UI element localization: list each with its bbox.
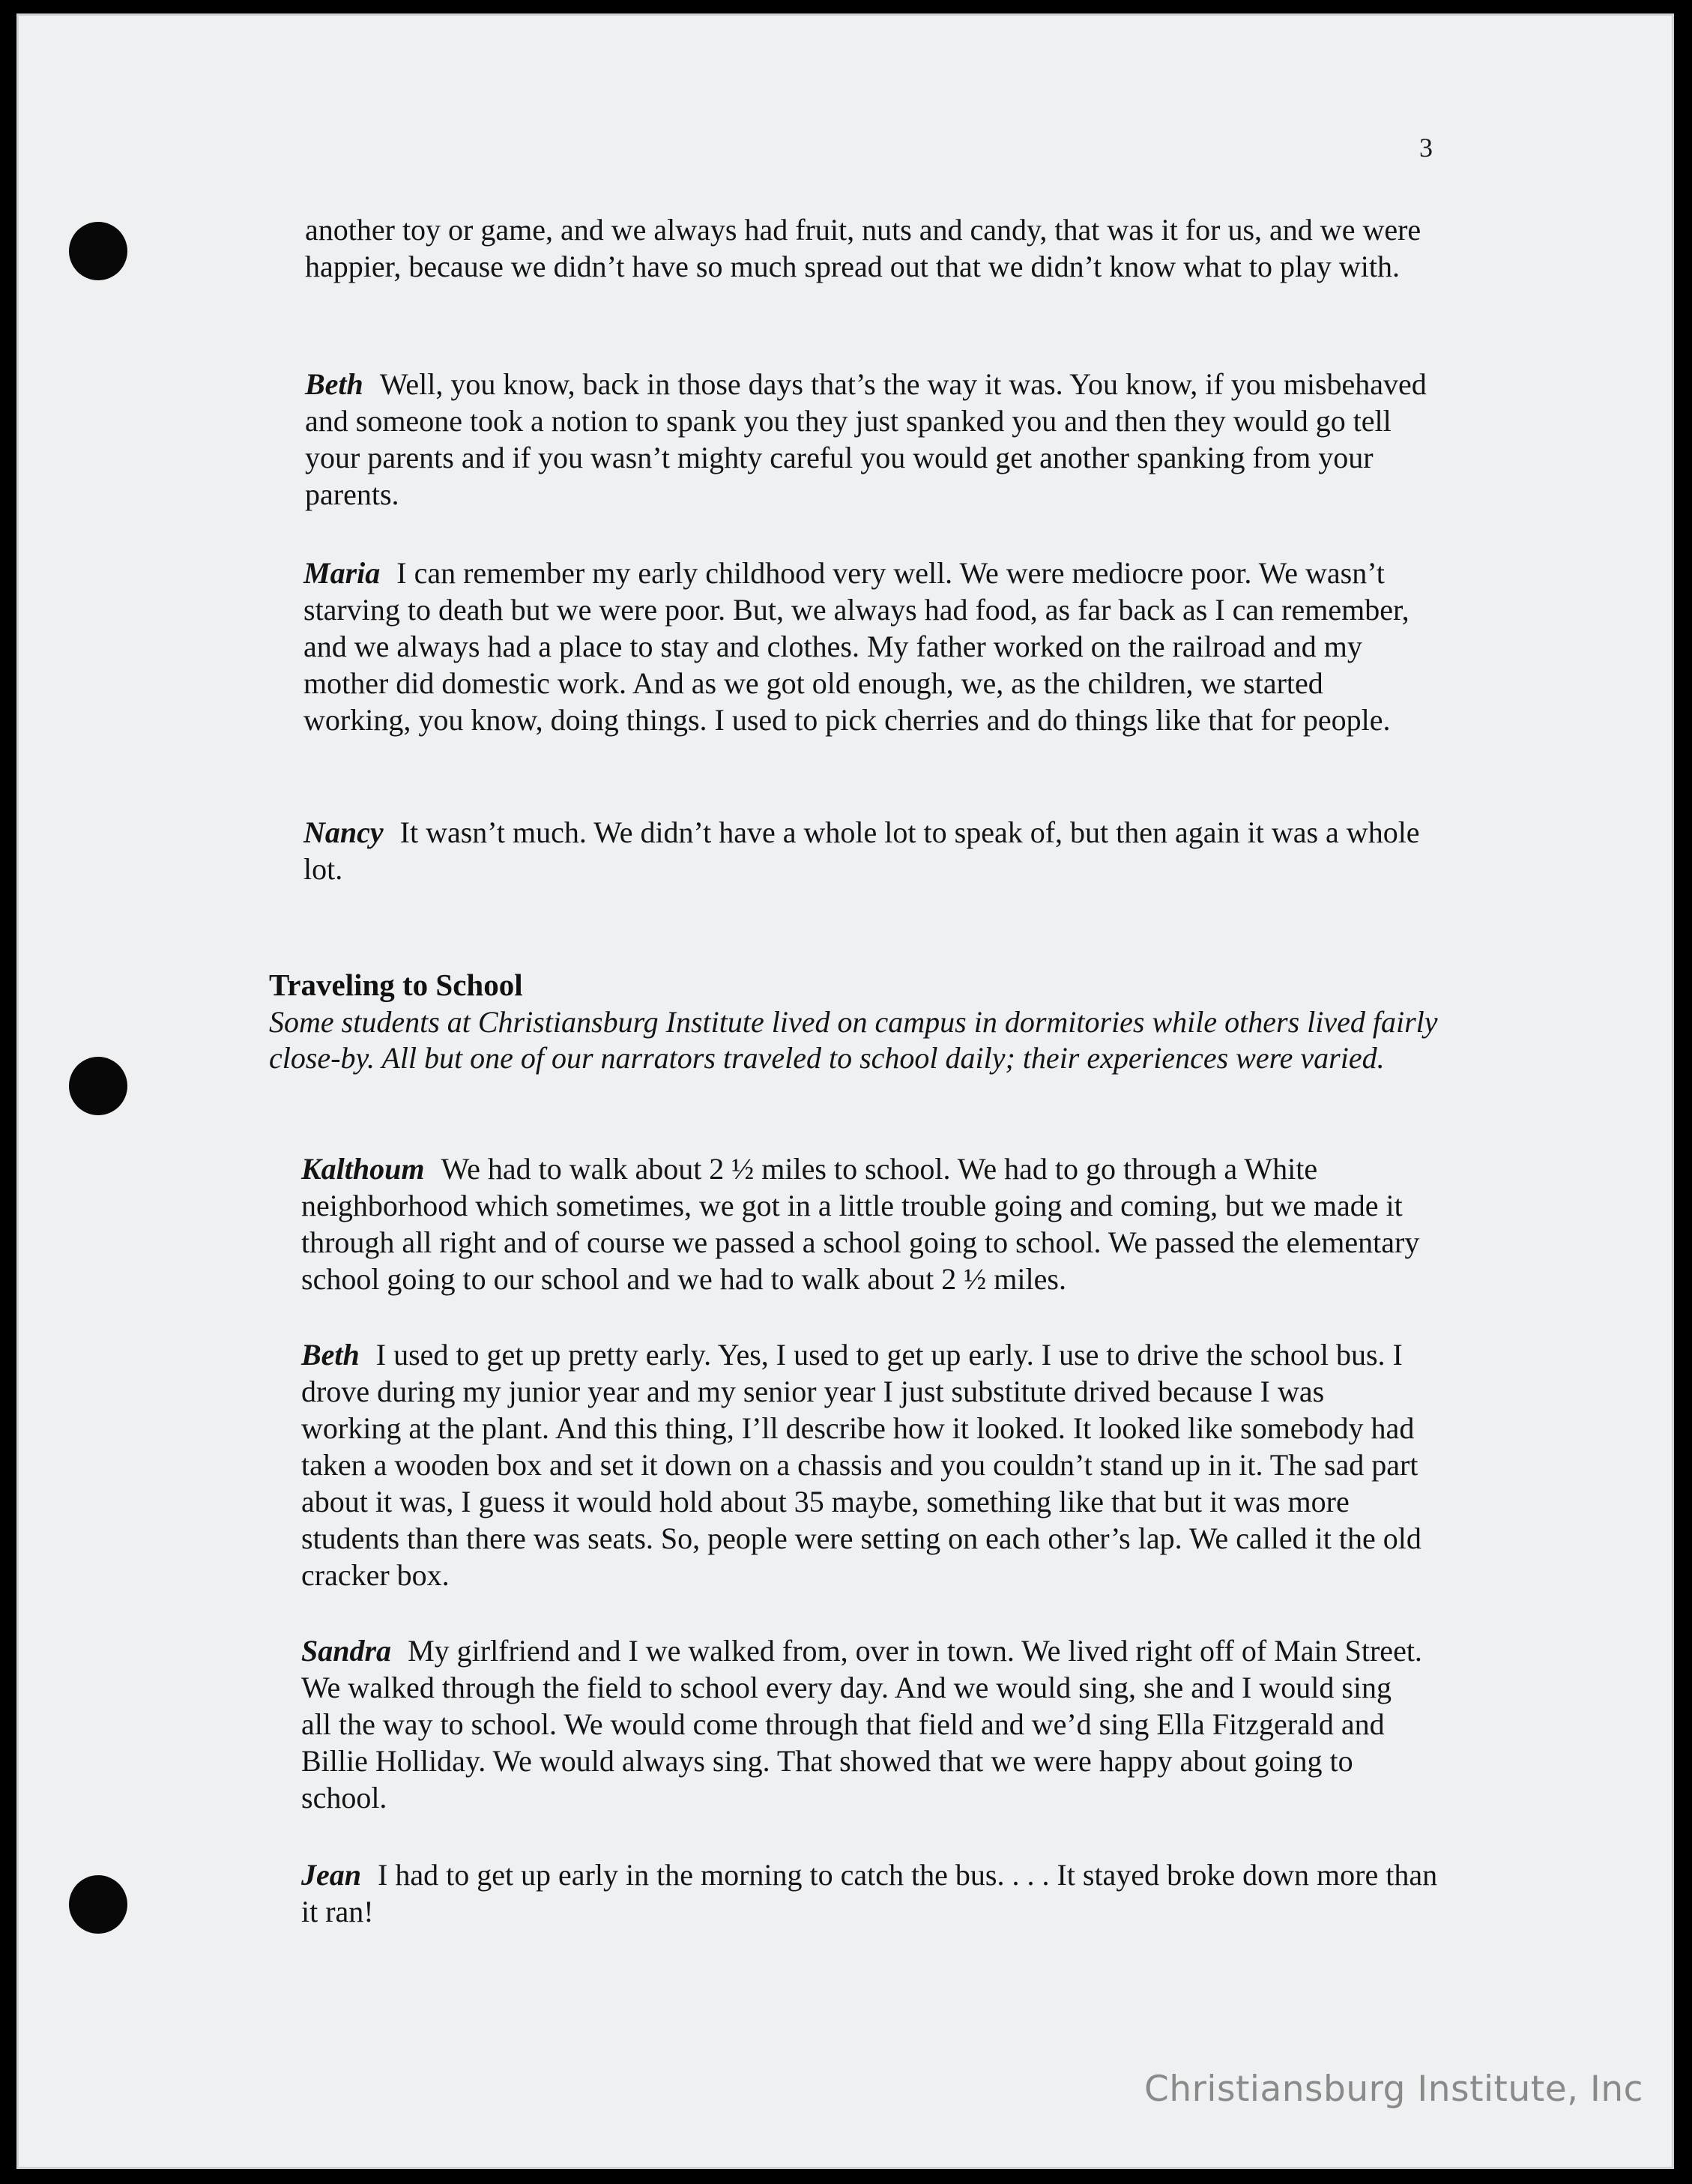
watermark: Christiansburg Institute, Inc [1144,2069,1643,2110]
section-heading: Traveling to School [269,968,523,1002]
quote-text: Well, you know, back in those days that’s the way it was. You know, if you misbehaved and someone took a notion to spank you they just spanked you and then they would go tell your parents and if you wasn’t mighty careful you would get another spanking from your parents. [305,367,1427,511]
speaker-name: Nancy [303,815,384,849]
quote-text: It wasn’t much. We didn’t have a whole lot to speak of, but then again it was a whole lot. [303,815,1420,886]
quote-text: I had to get up early in the morning to catch the bus. . . . It stayed broke down more than it ran! [301,1858,1438,1928]
punch-hole-top [69,222,127,280]
document-page [16,13,1674,2169]
punch-hole-middle [69,1057,127,1115]
speaker-name: Beth [305,367,363,401]
page-number: 3 [1419,133,1433,163]
punch-hole-bottom [69,1875,127,1934]
speaker-name: Kalthoum [301,1152,425,1186]
quote-text: We had to walk about 2 ½ miles to school. We had to go through a White neighborhood which sometimes, we got in a little trouble going and coming, but we made it through all right and of course we passed a school going to school. We passed the elementary school going to our school and we had to walk about 2 ½ miles. [301,1152,1420,1296]
speaker-name: Maria [303,556,381,590]
speaker-name: Beth [301,1338,360,1372]
quote-kalthoum [301,1150,1448,1297]
section-intro: Some students at Christiansburg Institute lived on campus in dormitories while others lived fairly close-by. All but one of our narrators traveled to school daily; their experiences were varied. [269,1005,1438,1075]
speaker-name: Sandra [301,1634,392,1668]
quote-text: I can remember my early childhood very well. We were mediocre poor. We wasn’t starving to death but we were poor. But, we always had food, as far back as I can remember, and we always had a place to stay and clothes. My father worked on the railroad and my mother did domestic work. And as we got old enough, we, as the children, we started working, you know, doing things. I used to pick cherries and do things like that for people. [303,556,1410,737]
quote-maria [303,555,1427,738]
quote-beth-bus [301,1336,1425,1593]
quote-nancy [303,814,1435,887]
quote-sandra [301,1632,1425,1816]
quote-text: I used to get up pretty early. Yes, I used to get up early. I use to drive the school bus. I drove during my junior year and my senior year I just substitute drived because I was working at the plant. And this thing, I’ll describe how it looked. It looked like somebody had taken a wooden box and set it down on a chassis and you couldn’t stand up in it. The sad part about it was, I guess it would hold about 35 maybe, something like that but it was more students than there was seats. So, people were setting on each other’s lap. We called it the old cracker box. [301,1338,1421,1592]
quote-beth-childhood [305,366,1429,513]
quote-jean [301,1856,1440,1930]
quote-text: My girlfriend and I we walked from, over in town. We lived right off of Main Street. We walked through the field to school every day. And we would sing, she and I would sing all the way to school. We would come through that field and we’d sing Ella Fitzgerald and Billie Holliday. We would always sing. That showed that we were happy about going to school. [301,1634,1422,1815]
opening-paragraph: another toy or game, and we always had fruit, nuts and candy, that was it for us, and we were happier, because we didn’t have so much spread out that we didn’t know what to play with. [305,213,1421,283]
speaker-name: Jean [301,1858,361,1892]
